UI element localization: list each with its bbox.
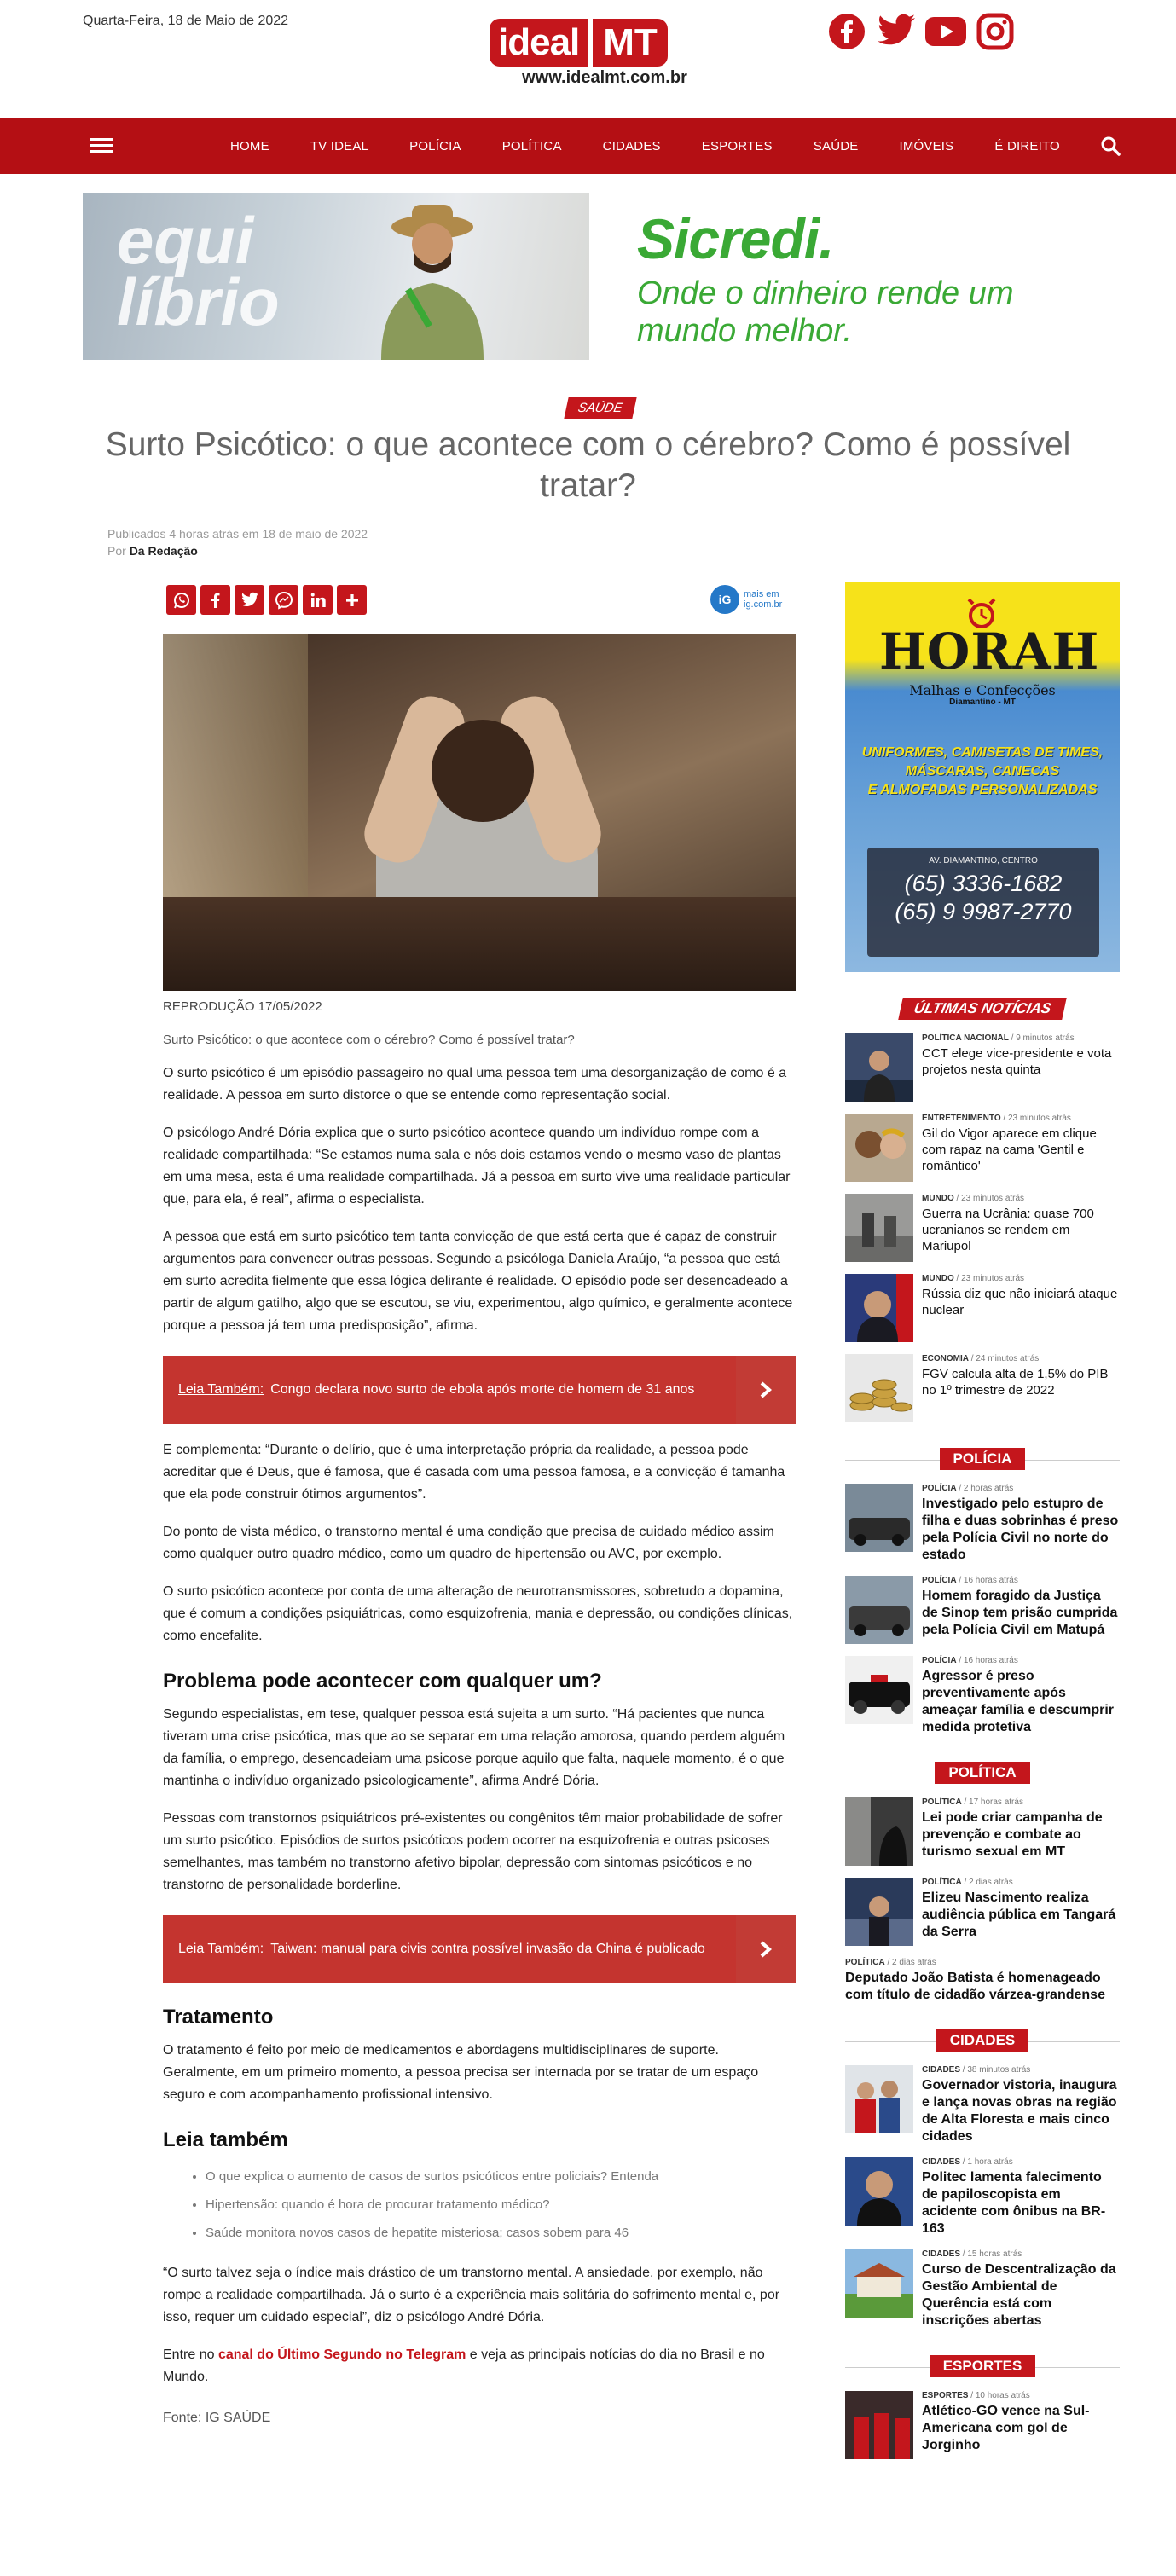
whatsapp-share-icon[interactable]: [166, 585, 196, 615]
paragraph-7: Segundo especialistas, em tese, qualquer pessoa está sujeita a um surto. “Há pacientes que nunca tiveram uma crise psicótica, mas que ao se separar em uma relação amorosa, quando perdem alguém da família, o emprego, desencadeiam uma psicose porque aquilo que falta, naquele momento, é o que mantinha o indivíduo organizado psicologicamente”, afirma André Dória.: [163, 1707, 785, 1788]
ad-subtitle: Malhas e Confecções: [909, 682, 1056, 698]
banner-person-illustration: [364, 193, 501, 360]
list-item[interactable]: ESPORTES / 10 horas atrás Atlético-GO vence na Sul-Americana com gol de Jorginho: [845, 2391, 1120, 2459]
logo-url: www.idealmt.com.br: [522, 68, 687, 87]
paragraph-11: Entre no canal do Último Segundo no Telegram e veja as principais notícias do dia no Brasil e no Mundo.: [163, 2347, 765, 2384]
logo-ideal-text: ideal: [490, 19, 588, 67]
article-subhead: Surto Psicótico: o que acontece com o cérebro? Como é possível tratar?: [163, 1033, 575, 1047]
source-name[interactable]: IG SAÚDE: [205, 2411, 271, 2425]
list-item[interactable]: CIDADES / 38 minutos atrás Governador vistoria, inaugura e lança novas obras na região de Alta Floresta e mais cinco cidades: [845, 2065, 1120, 2145]
related-link[interactable]: • O que explica o aumento de casos de surtos psicóticos entre policiais? Entenda: [206, 2162, 796, 2191]
more-share-icon[interactable]: [337, 585, 367, 615]
news-thumbnail: [845, 1033, 913, 1102]
list-item[interactable]: CIDADES / 15 horas atrás Curso de Descentralização da Gestão Ambiental de Querência está com inscrições abertas: [845, 2249, 1120, 2330]
main-navigation: [0, 118, 1176, 174]
list-item[interactable]: POLÍTICA / 2 dias atrás Deputado João Batista é homenageado com título de cidadão várzea-grandense: [845, 1958, 1105, 2002]
logo-mt-text: MT: [593, 19, 668, 67]
paragraph-5: Do ponto de vista médico, o transtorno mental é uma condição que precisa de cuidado médico assim como qualquer outro quadro médico, como um quadro de hipertensão ou AVC, por exemplo.: [163, 1525, 774, 1561]
chevron-right-icon: [736, 1356, 796, 1424]
paragraph-4: E complementa: “Durante o delírio, que é uma interpretação própria da realidade, a pessoa pode acreditar que é Deus, que é famosa, que é casada com uma pessoa famosa, e a convicção é tamanha que ela pode construir ótimos argumentos”.: [163, 1443, 785, 1502]
news-thumbnail: [845, 2391, 913, 2459]
banner-word-2: líbrio: [117, 264, 280, 339]
hamburger-menu-icon[interactable]: [90, 138, 113, 153]
chevron-right-icon: [736, 1915, 796, 1983]
nav-item-policia[interactable]: POLÍCIA: [409, 138, 461, 153]
list-item[interactable]: POLÍCIA / 16 horas atrás Agressor é preso preventivamente após ameaçar família e descumprir medida protetiva: [845, 1656, 1120, 1736]
ig-source-logo[interactable]: iG mais em ig.com.br: [710, 585, 782, 614]
news-thumbnail: [845, 1878, 913, 1946]
news-thumbnail: [845, 1656, 913, 1724]
banner-image: [83, 193, 589, 360]
sicredi-slogan: Onde o dinheiro rende um mundo melhor.: [637, 275, 1014, 349]
search-icon[interactable]: [1099, 135, 1121, 157]
list-item[interactable]: POLÍCIA / 2 horas atrás Investigado pelo estupro de filha e duas sobrinhas é preso pela Polícia Civil no norte do estado: [845, 1484, 1120, 1564]
messenger-share-icon[interactable]: [269, 585, 298, 615]
related-link[interactable]: • Saúde monitora novos casos de hepatite misteriosa; casos sobem para 46: [206, 2219, 796, 2247]
twitter-share-icon[interactable]: [235, 585, 264, 615]
read-also-box-2[interactable]: [163, 1915, 796, 1983]
published-date: Publicados 4 horas atrás em 18 de maio de 2022: [107, 527, 368, 541]
nav-item-tv-ideal[interactable]: TV IDEAL: [310, 138, 369, 153]
list-item[interactable]: POLÍCIA / 16 horas atrás Homem foragido da Justiça de Sinop tem prisão cumprida pela Polícia Civil em Matupá: [845, 1576, 1120, 1644]
horah-sidebar-ad[interactable]: [845, 582, 1120, 972]
paragraph-1: O surto psicótico é um episódio passageiro no qual uma pessoa tem uma desorganização de como é a realidade. A pessoa em surto distorce o que se entende como representação social.: [163, 1066, 787, 1103]
latest-news-heading: ÚLTIMAS NOTÍCIAS: [845, 998, 1120, 1022]
social-links: [826, 10, 1017, 53]
paragraph-6: O surto psicótico acontece por conta de uma alteração de neurotransmissores, sobretudo a dopamina, que é comum a condições psiquiátricas, como esquizofrenia, mania e depressão, ou condições clínicas, como encefalite.: [163, 1584, 793, 1643]
list-item[interactable]: POLÍTICA / 2 dias atrás Elizeu Nascimento realiza audiência pública em Tangará da Serra: [845, 1878, 1120, 1946]
by-label: Por: [107, 544, 126, 558]
youtube-icon[interactable]: [924, 10, 967, 53]
policia-news-list: [845, 1484, 1120, 1736]
nav-item-imoveis[interactable]: IMÓVEIS: [899, 138, 954, 153]
article-category-tag[interactable]: SAÚDE: [564, 397, 636, 419]
news-thumbnail: [845, 1797, 913, 1866]
news-thumbnail: [845, 2249, 913, 2318]
cidades-section-heading: CIDADES: [845, 2029, 1120, 2053]
nav-item-esportes[interactable]: ESPORTES: [701, 138, 773, 153]
list-item[interactable]: CIDADES / 1 hora atrás Politec lamenta falecimento de papiloscopista em acidente com ônibus na BR-163: [845, 2157, 1120, 2237]
read-also-box-1[interactable]: [163, 1356, 796, 1424]
twitter-icon[interactable]: [875, 10, 918, 53]
paragraph-8: Pessoas com transtornos psiquiátricos pré-existentes ou congênitos têm maior probabilidade de sofrer um surto psicótico. Episódios de surtos psicóticos podem ocorrer na esquizofrenia e outras psicoses semelhantes, mas também no transtorno afetivo bipolar, depressão com sintomas psicóticos e no transtorno de personalidade borderline.: [163, 1811, 783, 1892]
current-date: Quarta-Feira, 18 de Maio de 2022: [83, 14, 289, 28]
policia-section-heading: POLÍCIA: [845, 1448, 1120, 1472]
article-meta: [107, 525, 368, 559]
related-link[interactable]: • Hipertensão: quando é hora de procurar tratamento médico?: [206, 2191, 796, 2219]
sidebar: [845, 582, 1120, 2459]
news-thumbnail: [845, 1576, 913, 1644]
paragraph-9: O tratamento é feito por meio de medicamentos e abordagens multidisciplinares de suporte. Geralmente, em um primeiro momento, a pessoa precisa ser internada por se tratar de um espaço seguro e com acompanhamento profissional intensivo.: [163, 2043, 759, 2102]
sicredi-brand: Sicredi.: [637, 207, 834, 270]
read-also-label: Leia Também:: [178, 1942, 264, 1956]
nav-item-saude[interactable]: SAÚDE: [813, 138, 859, 153]
article-hero-image: [163, 634, 796, 991]
section-heading-problema: Problema pode acontecer com qualquer um?: [163, 1670, 602, 1693]
ad-services: UNIFORMES, CAMISETAS DE TIMES, MÁSCARAS, CANECAS E ALMOFADAS PERSONALIZADAS: [861, 745, 1104, 797]
read-also-title: Congo declara novo surto de ebola após morte de homem de 31 anos: [270, 1382, 695, 1397]
top-header: [0, 0, 1176, 118]
esportes-section-heading: ESPORTES: [845, 2355, 1120, 2379]
ig-logo-icon: iG: [710, 585, 739, 614]
nav-item-cidades[interactable]: CIDADES: [602, 138, 661, 153]
linkedin-share-icon[interactable]: [303, 585, 333, 615]
section-heading-tratamento: Tratamento: [163, 2006, 274, 2029]
list-item[interactable]: ENTRETENIMENTO / 23 minutos atrás Gil do Vigor aparece em clique com rapaz na cama 'Gentil e romântico': [845, 1114, 1120, 1182]
list-item[interactable]: POLÍTICA / 17 horas atrás Lei pode criar campanha de prevenção e combate ao turismo sexual em MT: [845, 1797, 1120, 1866]
ad-location: Diamantino - MT: [949, 698, 1016, 707]
ad-phone-2: (65) 9 9987-2770: [895, 899, 1072, 924]
share-buttons: [166, 585, 796, 616]
news-thumbnail: [845, 1194, 913, 1262]
list-item[interactable]: POLÍTICA NACIONAL / 9 minutos atrás CCT elege vice-presidente e vota projetos nesta quinta: [845, 1033, 1120, 1102]
read-also-label: Leia Também:: [178, 1382, 264, 1397]
list-item[interactable]: MUNDO / 23 minutos atrás Rússia diz que não iniciará ataque nuclear: [845, 1274, 1120, 1342]
ad-contact-box: [867, 848, 1099, 957]
news-thumbnail: [845, 1114, 913, 1182]
instagram-icon[interactable]: [974, 10, 1017, 53]
image-caption: REPRODUÇÃO 17/05/2022: [163, 999, 322, 1014]
paragraph-10: “O surto talvez seja o índice mais drástico de um transtorno mental. A ansiedade, por exemplo, não rompe a realidade compartilhada. Já o surto é a experiência mais solitária do sofrimento mental e, por isso, requer um cuidado especial”, diz o psicólogo André Dória.: [163, 2266, 780, 2324]
telegram-channel-link[interactable]: canal do Último Segundo no Telegram: [217, 2347, 466, 2362]
list-item[interactable]: MUNDO / 23 minutos atrás Guerra na Ucrânia: quase 700 ucranianos se rendem em Mariupol: [845, 1194, 1120, 1262]
news-thumbnail: [845, 1274, 913, 1342]
article-source: Fonte: IG SAÚDE: [163, 2411, 271, 2425]
nav-menu: [230, 118, 1101, 174]
latest-news-list: [845, 1033, 1120, 1422]
cidades-news-list: [845, 2065, 1120, 2330]
facebook-share-icon[interactable]: [200, 585, 230, 615]
site-logo[interactable]: [490, 19, 720, 88]
article-title: Surto Psicótico: o que acontece com o cérebro? Como é possível tratar?: [105, 426, 1071, 504]
ad-phone-1: (65) 3336-1682: [904, 871, 1063, 896]
related-links-list: [163, 2162, 796, 2247]
news-thumbnail: [845, 2157, 913, 2226]
paragraph-3: A pessoa que está em surto psicótico tem tanta convicção de que está certa que é capaz de construir argumentos para convencer outras pessoas. Segundo a psicóloga Daniela Araújo, “a pessoa que está em surto acredita fielmente que essa lógica delirante é realidade. O episódio pode ser desencadeado a partir de algum gatilho, algo que se escutou, se viu, experimentou, algo químico, e geralmente acontece porque a pessoa já tem uma predisposição”, afirma.: [163, 1230, 793, 1333]
facebook-icon[interactable]: [826, 10, 868, 53]
politica-news-list: [845, 1797, 1120, 2004]
nav-item-politica[interactable]: POLÍTICA: [501, 138, 562, 153]
news-thumbnail: [845, 1484, 913, 1552]
section-heading-leia-tambem: Leia também: [163, 2128, 288, 2151]
read-also-title: Taiwan: manual para civis contra possível invasão da China é publicado: [270, 1942, 705, 1956]
sicredi-banner-ad[interactable]: [83, 193, 1093, 360]
nav-item-e-direito[interactable]: É DIREITO: [994, 138, 1060, 153]
politica-section-heading: POLÍTICA: [845, 1762, 1120, 1786]
ad-title: HORAH: [879, 622, 1100, 680]
banner-word-1: equi: [117, 203, 254, 278]
list-item[interactable]: ECONOMIA / 24 minutos atrás FGV calcula alta de 1,5% do PIB no 1º trimestre de 2022: [845, 1354, 1120, 1422]
nav-item-home[interactable]: HOME: [230, 138, 269, 153]
paragraph-2: O psicólogo André Dória explica que o surto psicótico acontece quando um indivíduo rompe com a realidade compartilhada: “Se estamos numa sala e nós dois estamos vendo o mesmo vaso de plantas em uma mesa, esta é uma realidade compartilhada. Já a pessoa em surto vive uma realidade particular que, para ela, é real”, afirma o especialista.: [163, 1126, 791, 1207]
article-body: [163, 585, 796, 2426]
news-thumbnail: [845, 2065, 913, 2133]
author-name[interactable]: Da Redação: [129, 544, 198, 558]
esportes-news-list: [845, 2391, 1120, 2459]
ad-address: AV. DIAMANTINO, CENTRO: [929, 856, 1038, 865]
news-thumbnail: [845, 1354, 913, 1422]
